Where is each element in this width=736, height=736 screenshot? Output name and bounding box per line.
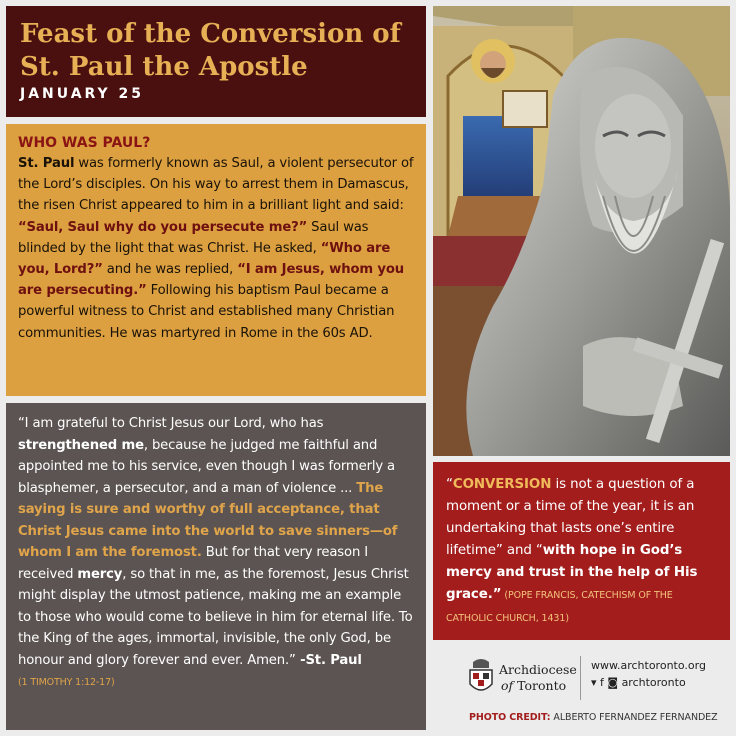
archdiocese-crest-icon [467,658,495,698]
logo-of: of [501,678,514,693]
scripture-body [18,413,416,694]
who-text-8: Following his baptism Paul became a powerful witness to Christ and established many Christian communities. He was martyred in Rome in the 60s AD. [18,283,395,341]
archdiocese-logo [467,654,585,700]
footer-divider [580,656,581,700]
scripture-text-3: , because he judged me faithful and appointed me to his service, even though I was formerly a blasphemer, a persecutor, and a man of violence ... [18,437,395,496]
logo-toronto: Toronto [517,678,567,693]
title-panel [6,6,426,117]
statue-photo [433,6,730,456]
statue-photo-illustration [433,6,730,456]
footer [433,646,730,730]
scripture-text-1: “I am grateful to Christ Jesus our Lord, who has [18,416,324,431]
pope-quote-panel [433,462,730,640]
scripture-reference: (1 TIMOTHY 1:12-17) [18,677,115,688]
who-text-6: and he was replied, [102,262,238,278]
scripture-text-8: -St. Paul [295,652,362,668]
scripture-text-2: strengthened me [18,437,144,453]
quote-text-2: CONVERSION [452,477,552,492]
scripture-text-5: But for that very reason I received [18,545,368,582]
who-text-2: was formerly known as Saul, a violent persecutor of the Lord’s disciples. On his way to arrest them in Damascus, the risen Christ appeared to him in a brilliant light and said: [18,156,414,214]
scripture-text-4: The saying is sure and worthy of full acceptance, that Christ Jesus came into the world to save sinners—of whom I am the foremost. [18,480,398,560]
logo-line-1: Archdiocese [499,662,577,677]
social-links[interactable] [591,676,686,689]
photo-credit-name: ALBERTO FERNANDEZ FERNANDEZ [550,712,718,723]
feast-date: JANUARY 25 [20,86,145,102]
who-text-1: St. Paul [18,156,75,171]
quote-text-1: “ [446,477,453,492]
photo-credit [469,712,718,723]
social-icons[interactable]: ▾ f ◙ [591,676,619,689]
website-link[interactable]: www.archtoronto.org [591,659,706,672]
social-handle[interactable]: archtoronto [621,676,686,689]
logo-line-2 [501,678,566,693]
quote-text-4: with hope in God’s mercy and trust in the help of His grace.” [446,543,698,602]
scripture-panel [6,403,426,730]
who-text-4: Saul was blinded by the light that was Christ. He asked, [18,219,369,256]
page-title: Feast of the Conversion of St. Paul the Apostle [20,19,401,82]
who-was-paul-panel [6,124,426,396]
scripture-text-7: , so that in me, as the foremost, Jesus Christ might display the utmost patience, making me an example to those who would come to believe in him for eternal life. To the King of the ages, immortal, invisible, the only God, be honour and glory forever and ever. Amen.” [18,566,413,668]
quote-text-3: is not a question of a moment or a time of the year, it is an undertaking that lasts one’s entire lifetime” and “ [446,477,695,558]
quote-body [446,474,720,630]
scripture-text-6: mercy [77,566,123,582]
who-text-7: “I am Jesus, whom you are persecuting.” [18,262,404,299]
who-text-3: “Saul, Saul why do you persecute me?” [18,219,308,235]
who-body [18,153,416,344]
who-text-5: “Who are you, Lord?” [18,240,391,278]
quote-source: (POPE FRANCIS, CATECHISM OF THE CATHOLIC CHURCH, 1431) [446,590,673,624]
who-heading: WHO WAS PAUL? [18,135,151,151]
photo-credit-label: PHOTO CREDIT: [469,712,551,723]
